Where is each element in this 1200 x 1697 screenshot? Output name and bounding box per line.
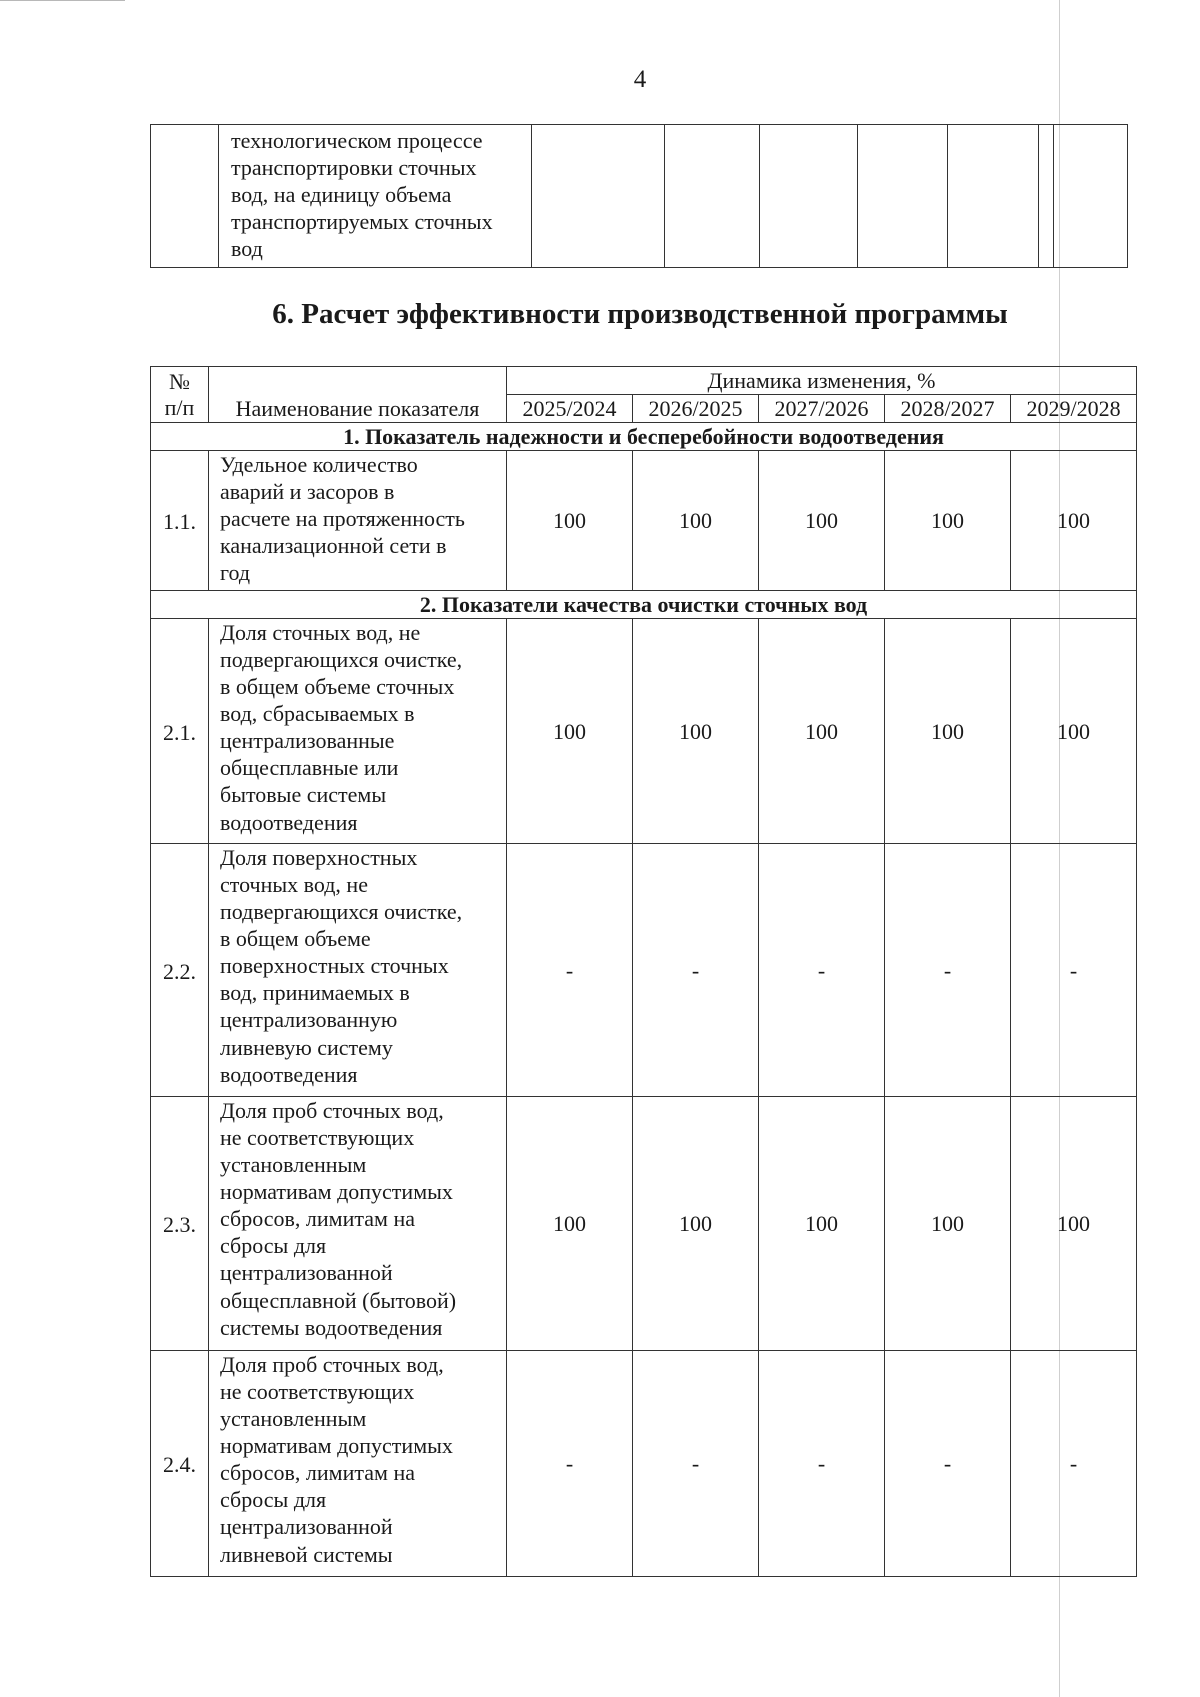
value-cell: 100 (759, 619, 885, 844)
value-cell: 100 (1011, 451, 1137, 591)
name-line: централизованную (220, 1007, 398, 1033)
table-header-row (151, 367, 1137, 395)
indicator-name-cell (209, 619, 507, 844)
value-cell: - (759, 1351, 885, 1577)
name-line: подвергающихся очистке, (220, 647, 463, 673)
name-line: сточных вод, не (220, 872, 368, 898)
name-line: общесплавные или (220, 755, 399, 781)
table-row (151, 844, 1137, 1097)
name-line: нормативам допустимых (220, 1433, 453, 1459)
name-line: год (220, 560, 251, 586)
name-line: транспортируемых сточных (231, 209, 493, 235)
name-line: расчете на протяженность (220, 506, 465, 532)
value-cell: - (1011, 1351, 1137, 1577)
name-line: в общем объеме сточных (220, 674, 455, 700)
name-line: централизованной (220, 1514, 393, 1540)
name-line: вод, принимаемых в (220, 980, 410, 1006)
row-number-cell: 2.4. (151, 1351, 209, 1577)
name-line: вод (231, 236, 263, 262)
group-title-cell: 1. Показатель надежности и бесперебойности водоотведения (151, 423, 1137, 451)
name-line: Удельное количество (220, 452, 418, 478)
name-line: бытовые системы (220, 782, 387, 808)
header-year-cell: 2028/2027 (885, 395, 1011, 423)
value-cell (760, 125, 858, 268)
value-cell (1039, 125, 1054, 268)
value-cell: 100 (1011, 619, 1137, 844)
name-line: не соответствующих (220, 1379, 415, 1405)
name-line: канализационной сети в (220, 533, 447, 559)
name-line: Доля проб сточных вод, (220, 1098, 444, 1124)
value-cell: 100 (885, 1097, 1011, 1351)
group-header-row (151, 591, 1137, 619)
page-number: 4 (633, 66, 647, 93)
value-cell: 100 (633, 619, 759, 844)
name-line: сбросы для (220, 1233, 327, 1259)
table-row (151, 125, 1128, 268)
name-line: поверхностных сточных (220, 953, 449, 979)
table-row (151, 451, 1137, 591)
header-year-cell: 2026/2025 (633, 395, 759, 423)
name-line: не соответствующих (220, 1125, 415, 1151)
name-line: Доля сточных вод, не (220, 620, 421, 646)
name-line: нормативам допустимых (220, 1179, 453, 1205)
value-cell (858, 125, 948, 268)
table-row (151, 619, 1137, 844)
name-line: вод, сбрасываемых в (220, 701, 415, 727)
value-cell: - (633, 844, 759, 1097)
header-year-cell: 2027/2026 (759, 395, 885, 423)
row-number-cell: 1.1. (151, 451, 209, 591)
value-cell (532, 125, 665, 268)
name-line: ливневую систему (220, 1034, 393, 1060)
name-line: общесплавной (бытовой) (220, 1287, 457, 1313)
indicator-name-cell (209, 451, 507, 591)
name-line: установленным (220, 1152, 367, 1178)
scan-edge-mark (0, 0, 125, 1)
value-cell: 100 (633, 451, 759, 591)
name-line: подвергающихся очистке, (220, 899, 463, 925)
name-line: централизованной (220, 1260, 393, 1286)
name-line: технологическом процессе (231, 128, 483, 153)
value-cell: - (885, 1351, 1011, 1577)
indicator-name-cell (209, 1097, 507, 1351)
name-line: сбросы для (220, 1487, 327, 1513)
name-line: водоотведения (220, 1061, 358, 1087)
indicator-name-cell (209, 844, 507, 1097)
header-year-cell: 2025/2024 (507, 395, 633, 423)
value-cell: 100 (507, 451, 633, 591)
name-line: централизованные (220, 728, 395, 754)
value-cell: 100 (633, 1097, 759, 1351)
name-line: сбросов, лимитам на (220, 1206, 415, 1232)
efficiency-table (150, 366, 1137, 1577)
name-line: ливневой системы (220, 1541, 393, 1567)
value-cell: - (507, 844, 633, 1097)
row-number-cell: 2.2. (151, 844, 209, 1097)
value-cell: - (633, 1351, 759, 1577)
table-row (151, 1351, 1137, 1577)
row-number-cell: 2.1. (151, 619, 209, 844)
value-cell: 100 (759, 451, 885, 591)
name-line: Доля поверхностных (220, 845, 418, 871)
value-cell: - (759, 844, 885, 1097)
value-cell: 100 (885, 619, 1011, 844)
name-line: вод, на единицу объема (231, 182, 452, 208)
name-line: водоотведения (220, 809, 358, 835)
header-number-cell (151, 367, 209, 423)
name-line: в общем объеме (220, 926, 371, 952)
header-name-cell: Наименование показателя (209, 367, 507, 423)
value-cell: 100 (507, 1097, 633, 1351)
indicator-name-cell (209, 1351, 507, 1577)
header-number-line: № (169, 369, 190, 395)
value-cell (665, 125, 760, 268)
value-cell: - (1011, 844, 1137, 1097)
section-title: 6. Расчет эффективности производственной программы (272, 298, 1008, 330)
name-line: установленным (220, 1406, 367, 1432)
value-cell: 100 (507, 619, 633, 844)
name-line: системы водоотведения (220, 1314, 443, 1340)
value-cell (1054, 125, 1128, 268)
previous-table-continuation (150, 124, 1128, 268)
table-row (151, 1097, 1137, 1351)
row-number-cell (151, 125, 219, 268)
value-cell: - (885, 844, 1011, 1097)
name-line: транспортировки сточных (231, 155, 477, 181)
header-year-cell: 2029/2028 (1011, 395, 1137, 423)
header-dynamics-cell: Динамика изменения, % (507, 367, 1137, 395)
name-line: сбросов, лимитам на (220, 1460, 415, 1486)
value-cell: 100 (759, 1097, 885, 1351)
header-number-line: п/п (164, 394, 195, 420)
group-title-cell: 2. Показатели качества очистки сточных вод (151, 591, 1137, 619)
name-line: Доля проб сточных вод, (220, 1352, 444, 1378)
name-line: аварий и засоров в (220, 479, 395, 505)
value-cell: - (507, 1351, 633, 1577)
indicator-name-cell (219, 125, 532, 268)
value-cell: 100 (1011, 1097, 1137, 1351)
row-number-cell: 2.3. (151, 1097, 209, 1351)
value-cell (948, 125, 1039, 268)
group-header-row (151, 423, 1137, 451)
value-cell: 100 (885, 451, 1011, 591)
